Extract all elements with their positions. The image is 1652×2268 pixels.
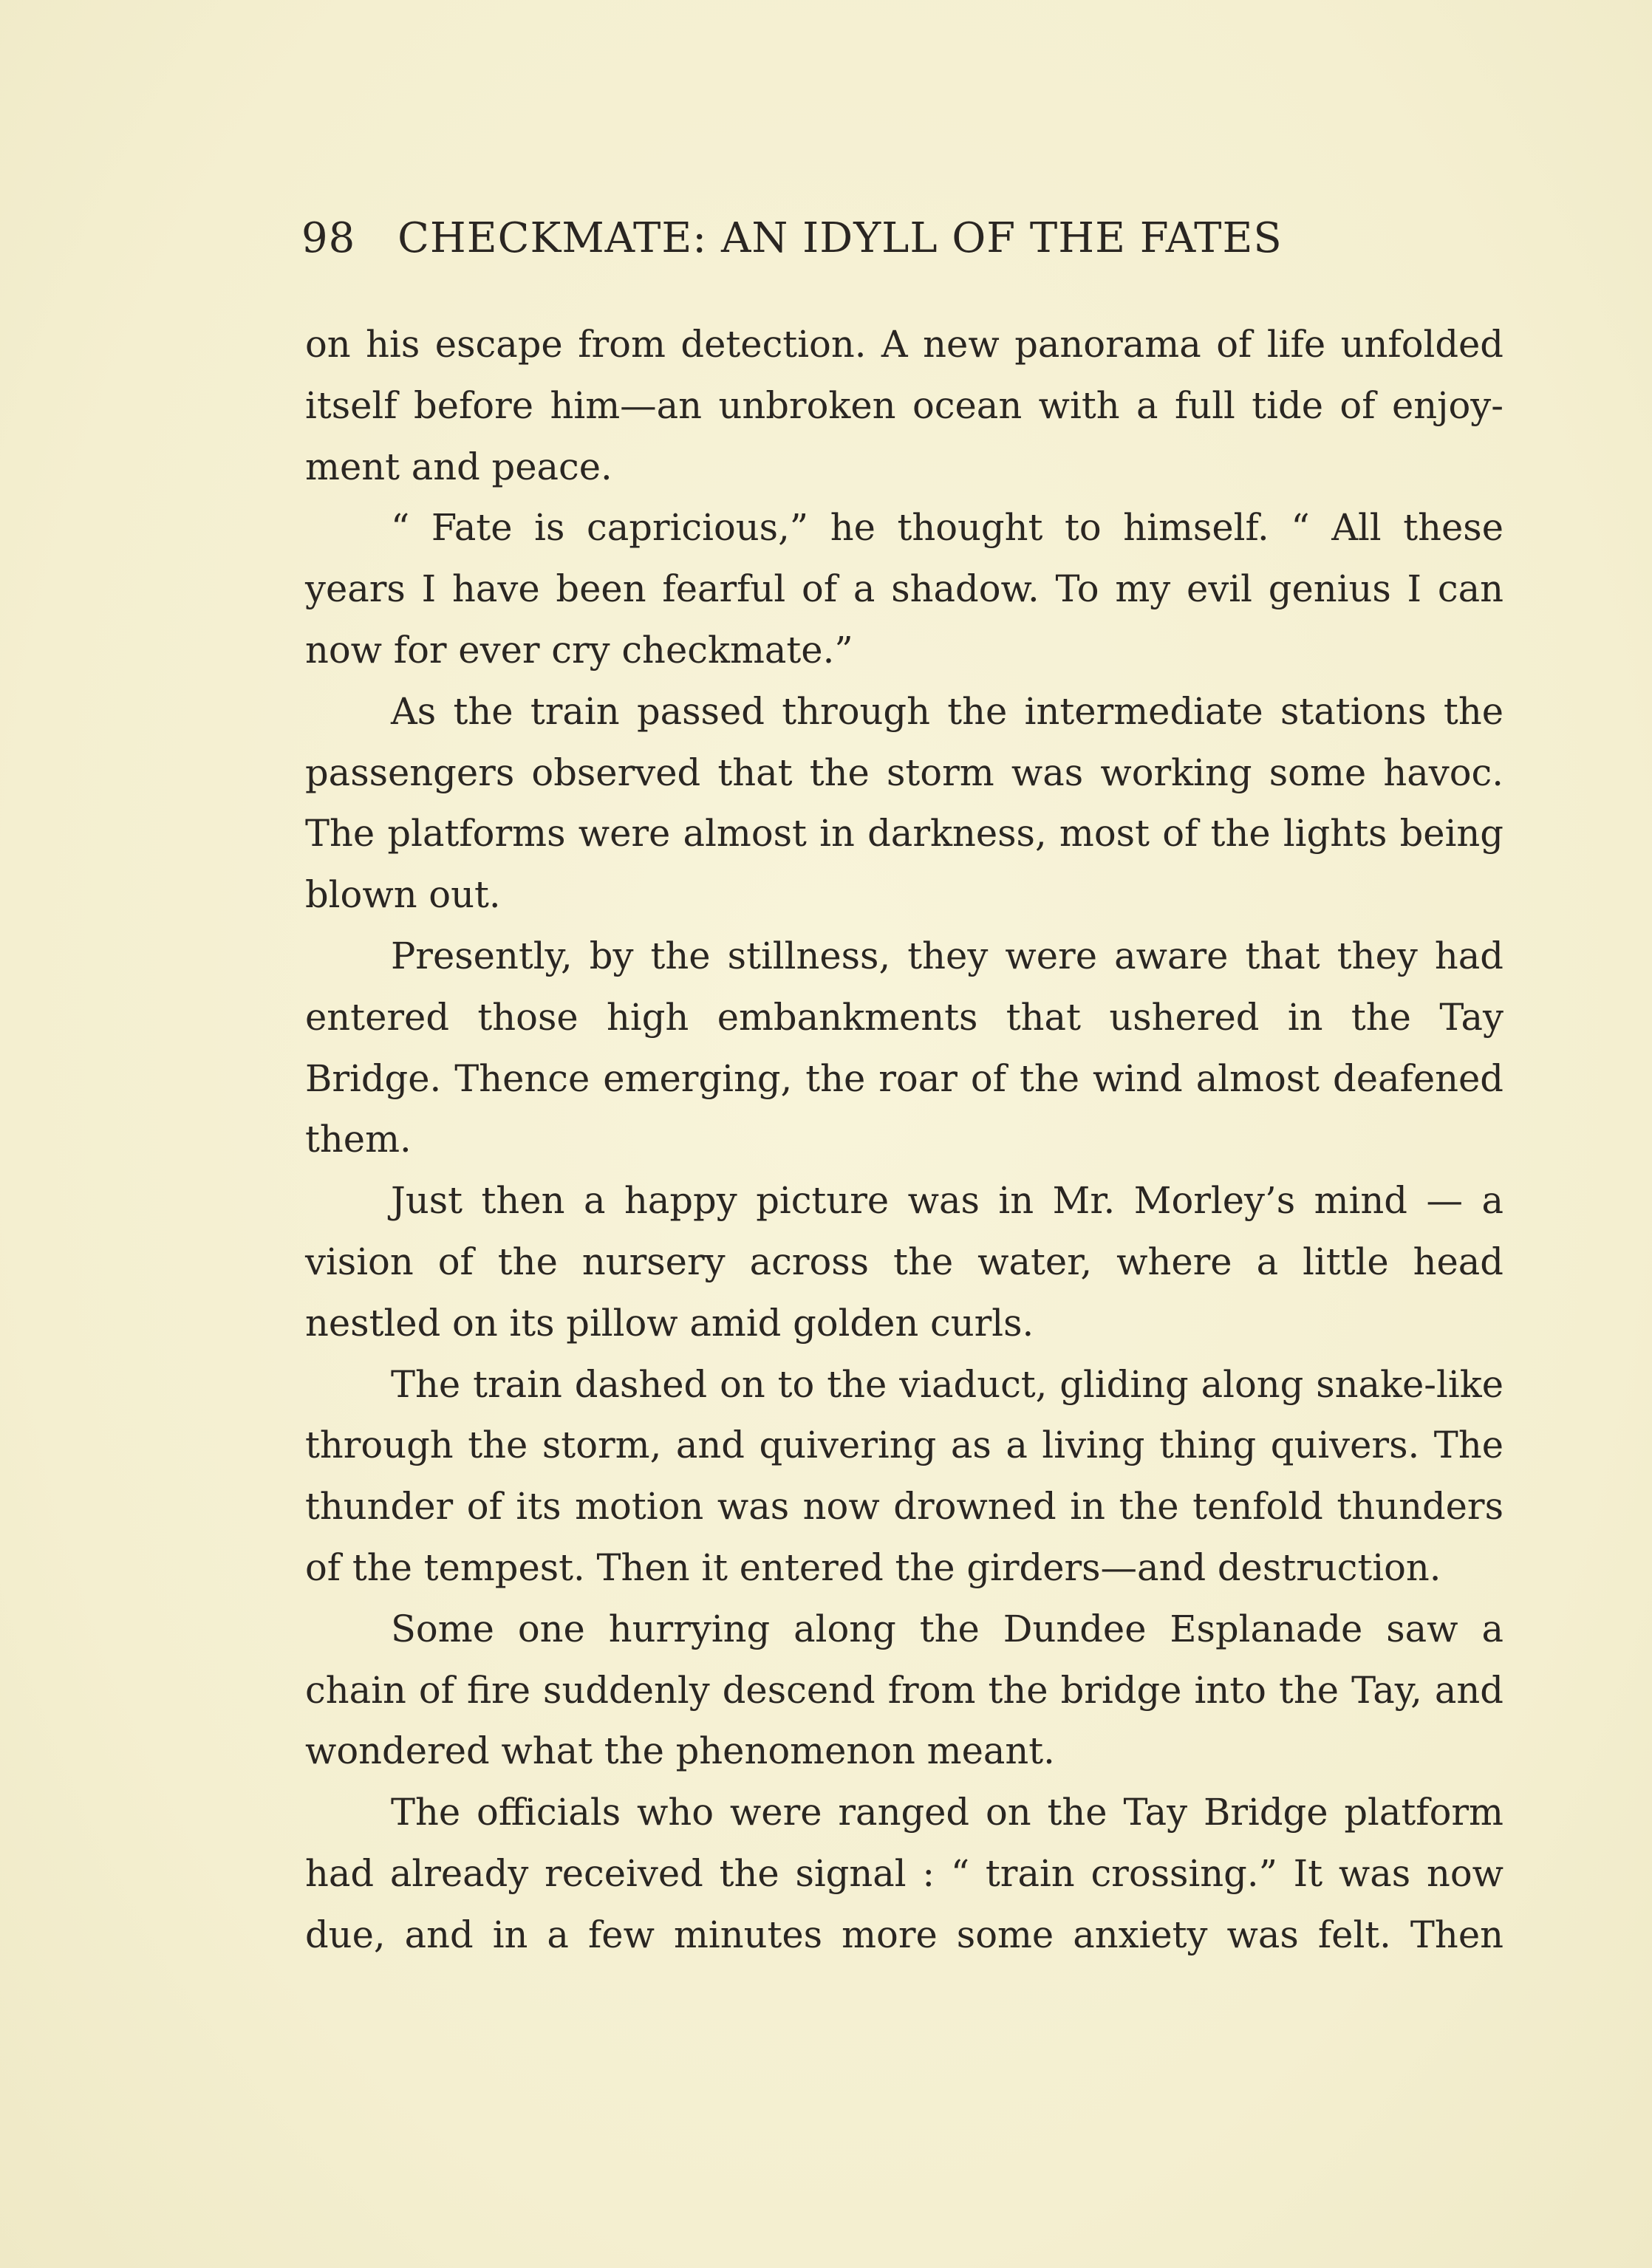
running-title: CHECKMATE: AN IDYLL OF THE FATES — [397, 214, 1283, 262]
page-body — [305, 314, 1503, 1966]
paragraph-continuation: on his escape from detection. A new panorama of life unfolded itself before him—an unbroken ocean with a full tide of enjoy-ment and peace. — [305, 323, 1503, 488]
paragraph: The train dashed on to the viaduct, gliding along snake-like through the storm, and quivering as a living thing quivers. The thunder of its motion was now drowned in the tenfold thunders of the tempest. Then it entered the girders—and destruction. — [305, 1362, 1503, 1589]
paragraph: “ Fate is capricious,” he thought to himself. “ All these years I have been fearful of a shadow. To my evil genius I can now for ever cry checkmate.” — [305, 506, 1503, 672]
paragraph: Some one hurrying along the Dundee Esplanade saw a chain of fire suddenly descend from the bridge into the Tay, and wondered what the phenomenon meant. — [305, 1607, 1503, 1773]
page-header — [301, 214, 1388, 281]
paragraph: As the train passed through the intermediate stations the passengers observed that the storm was working some havoc. The platforms were almost in darkness, most of the lights being blown out. — [305, 689, 1503, 917]
paragraph: Presently, by the stillness, they were aware that they had entered those high embankments that ushered in the Tay Bridge. Thence emerging, the roar of the wind almost deafened them. — [305, 934, 1503, 1161]
paragraph: Just then a happy picture was in Mr. Morley’s mind — a vision of the nursery across the water, where a little head nestled on its pillow amid golden curls. — [305, 1179, 1503, 1345]
paragraph-final: The officials who were ranged on the Tay Bridge platform had already received the signal : “ train crossing.” It was now due, and in a few minutes more some anxiety was felt. Then — [305, 1791, 1503, 1956]
page-number: 98 — [301, 214, 356, 262]
